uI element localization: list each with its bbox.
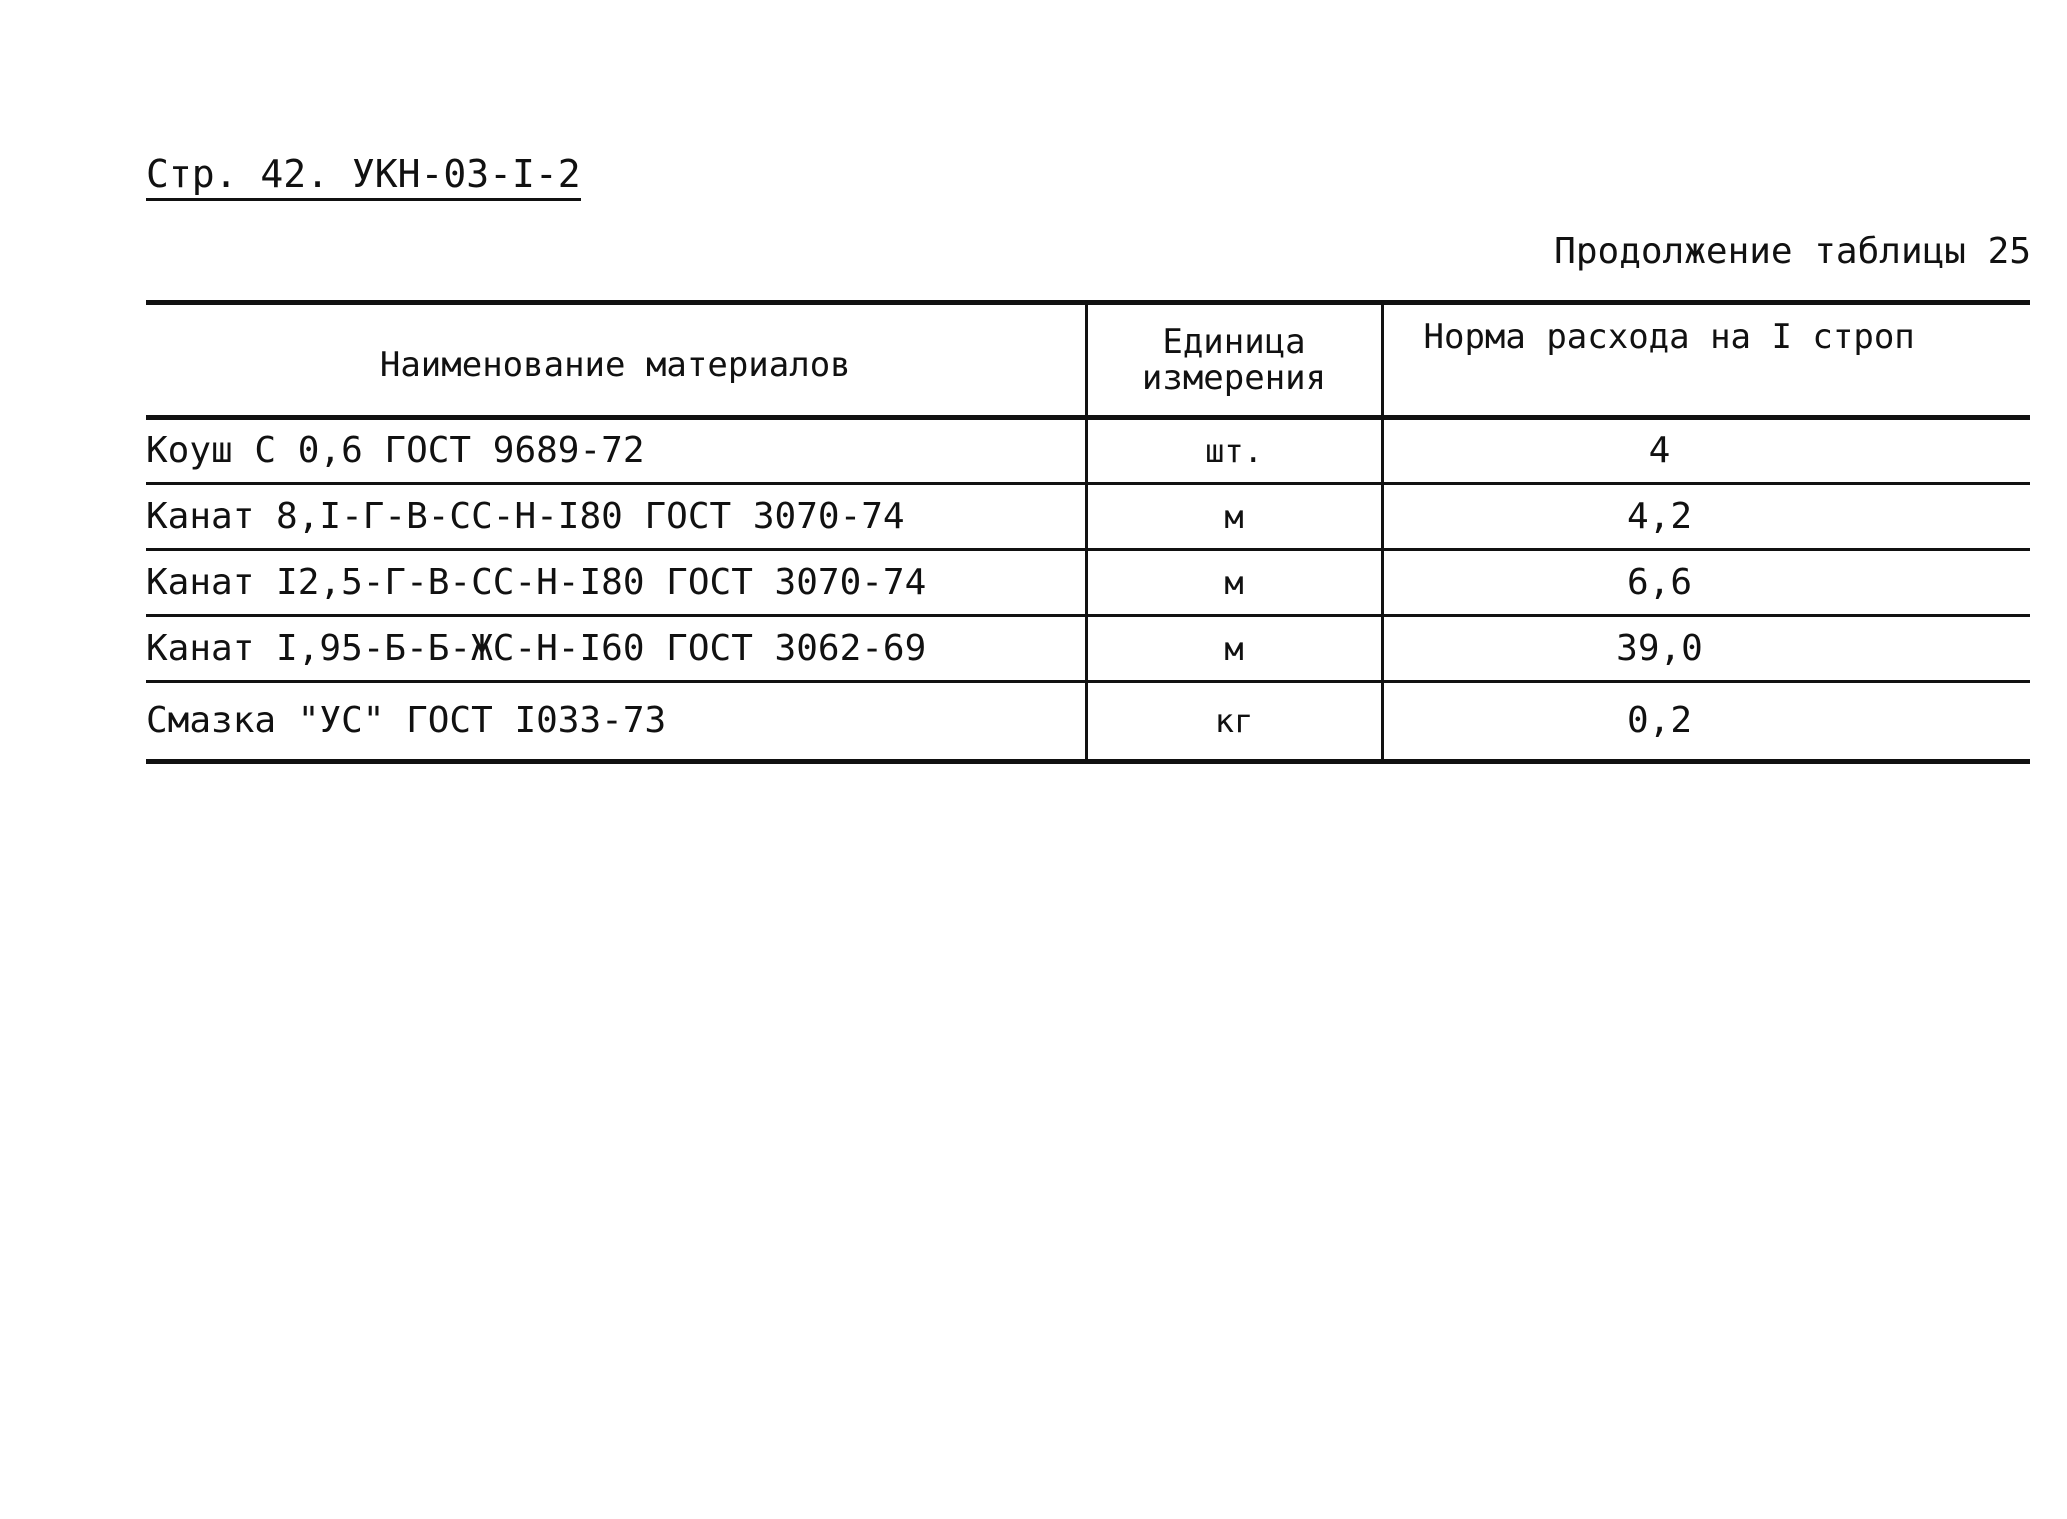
cell-norm-value: 4,2	[1626, 495, 1693, 537]
cell-norm	[1382, 418, 2030, 484]
cell-norm	[1382, 682, 2030, 762]
cell-norm-value: 0,2	[1626, 700, 1693, 741]
cell-norm	[1382, 484, 2030, 550]
cell-unit: м	[1086, 550, 1382, 616]
cell-norm	[1382, 616, 2030, 682]
table-row	[146, 484, 2030, 550]
cell-norm-value: 6,6	[1626, 561, 1693, 603]
table-continuation-label: Продолжение таблицы 25	[1554, 231, 2031, 272]
column-header-norm: Норма расхода на I строп	[1423, 317, 1915, 357]
table-row	[146, 682, 2030, 762]
table-row	[146, 418, 2030, 484]
column-header-name: Наименование материалов	[379, 345, 851, 385]
cell-norm-value: 4	[1648, 430, 1671, 471]
table-row	[146, 550, 2030, 616]
table-row	[146, 616, 2030, 682]
table-header	[146, 303, 2030, 418]
cell-material-name: Канат I,95-Б-Б-ЖС-Н-I60 ГОСТ 3062-69	[146, 627, 927, 669]
header-row	[146, 303, 2030, 418]
column-header-unit-line2: измерения	[1141, 358, 1327, 398]
cell-norm	[1382, 550, 2030, 616]
cell-material-name: Смазка "УС" ГОСТ I033-73	[146, 700, 667, 741]
materials-table-container	[146, 300, 2030, 764]
cell-unit: м	[1086, 616, 1382, 682]
materials-table	[146, 300, 2030, 764]
page-reference: Стр. 42. УКН-03-I-2	[146, 152, 581, 201]
cell-unit: шт.	[1086, 418, 1382, 484]
cell-material-name: Канат 8,I-Г-В-СС-Н-I80 ГОСТ 3070-74	[146, 495, 905, 537]
table-body	[146, 418, 2030, 762]
cell-unit: кг	[1086, 682, 1382, 762]
column-header-unit-line1: Единица	[1162, 322, 1306, 362]
cell-material-name: Коуш С 0,6 ГОСТ 9689-72	[146, 430, 645, 471]
cell-norm-value: 39,0	[1616, 627, 1703, 669]
cell-material-name: Канат I2,5-Г-В-СС-Н-I80 ГОСТ 3070-74	[146, 561, 927, 603]
column-header-unit	[1086, 303, 1382, 418]
cell-unit: м	[1086, 484, 1382, 550]
